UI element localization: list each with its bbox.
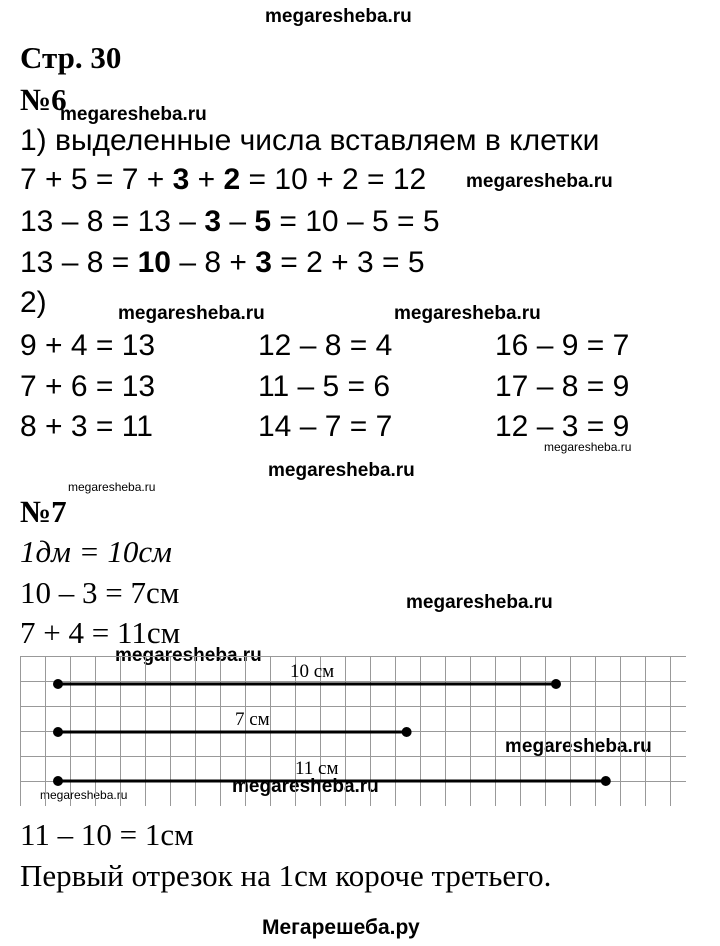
equation: 12 – 3 = 9 [495, 410, 630, 443]
calculation: 10 – 3 = 7см [20, 575, 180, 610]
equation-text: – 8 + [170, 246, 256, 279]
equation-text: = 10 + 2 = 12 [240, 163, 427, 196]
conclusion: Первый отрезок на 1см короче третьего. [20, 858, 552, 893]
equation-text: = 2 + 3 = 5 [271, 246, 425, 279]
segment-endpoint [53, 679, 63, 689]
segment-endpoint [551, 679, 561, 689]
equation: 14 – 7 = 7 [258, 410, 393, 443]
highlighted-number: 10 [137, 246, 171, 279]
equation: 11 – 5 = 6 [258, 370, 391, 403]
segment-grid [20, 656, 686, 806]
unit-conversion: 1дм = 10см [20, 534, 172, 569]
highlighted-number: 3 [204, 205, 222, 238]
equation-text: 7 + 5 = 7 + [20, 163, 173, 196]
highlighted-number: 5 [254, 205, 272, 238]
watermark: megaresheba.ru [466, 171, 613, 192]
equation: 9 + 4 = 13 [20, 329, 156, 362]
equation: 12 – 8 = 4 [258, 329, 393, 362]
equation-text: 13 – 8 = [20, 246, 138, 279]
equation-text: 13 – 8 = 13 – [20, 205, 205, 238]
segment-endpoint [402, 727, 412, 737]
watermark-small: megaresheba.ru [40, 788, 128, 802]
equation-text: = 10 – 5 = 5 [271, 205, 440, 238]
watermark: megaresheba.ru [505, 736, 652, 757]
page-title: Стр. 30 [20, 40, 122, 75]
highlighted-number: 3 [255, 246, 272, 279]
equation-text: + [189, 163, 224, 196]
watermark: megaresheba.ru [60, 104, 207, 125]
equation-line-2 [20, 205, 440, 239]
equation-text: – [221, 205, 255, 238]
segment-label: 11 см [295, 758, 339, 779]
watermark: megaresheba.ru [115, 645, 262, 666]
calculation: 11 – 10 = 1см [20, 817, 194, 852]
segment-endpoint [601, 776, 611, 786]
watermark-top: megaresheba.ru [265, 6, 412, 27]
equation-line-1 [20, 163, 426, 197]
watermark-small: megaresheba.ru [68, 480, 156, 494]
segment-endpoint [53, 727, 63, 737]
watermark: megaresheba.ru [406, 592, 553, 613]
equation: 16 – 9 = 7 [495, 329, 630, 362]
segment-label: 10 см [290, 661, 335, 682]
watermark: megaresheba.ru [268, 460, 415, 481]
task-6-part1-intro: 1) выделенные числа вставляем в клетки [20, 124, 600, 157]
equation: 8 + 3 = 11 [20, 410, 153, 443]
task-6-part2-label: 2) [20, 286, 47, 319]
highlighted-number: 2 [223, 163, 241, 196]
calculation: 7 + 4 = 11см [20, 615, 181, 650]
task-6-number: №6 [20, 82, 67, 117]
equation: 17 – 8 = 9 [495, 370, 630, 403]
watermark-small: megaresheba.ru [544, 440, 632, 454]
segment-label: 7 см [235, 709, 270, 730]
watermark: megaresheba.ru [118, 303, 265, 324]
footer-site-name: Мегарешеба.ру [262, 916, 420, 939]
task-7-number: №7 [20, 494, 67, 529]
watermark: megaresheba.ru [394, 303, 541, 324]
equation-line-3 [20, 246, 425, 280]
segment-endpoint [53, 776, 63, 786]
highlighted-number: 3 [172, 163, 190, 196]
equation: 7 + 6 = 13 [20, 370, 156, 403]
watermark: megaresheba.ru [232, 776, 379, 797]
